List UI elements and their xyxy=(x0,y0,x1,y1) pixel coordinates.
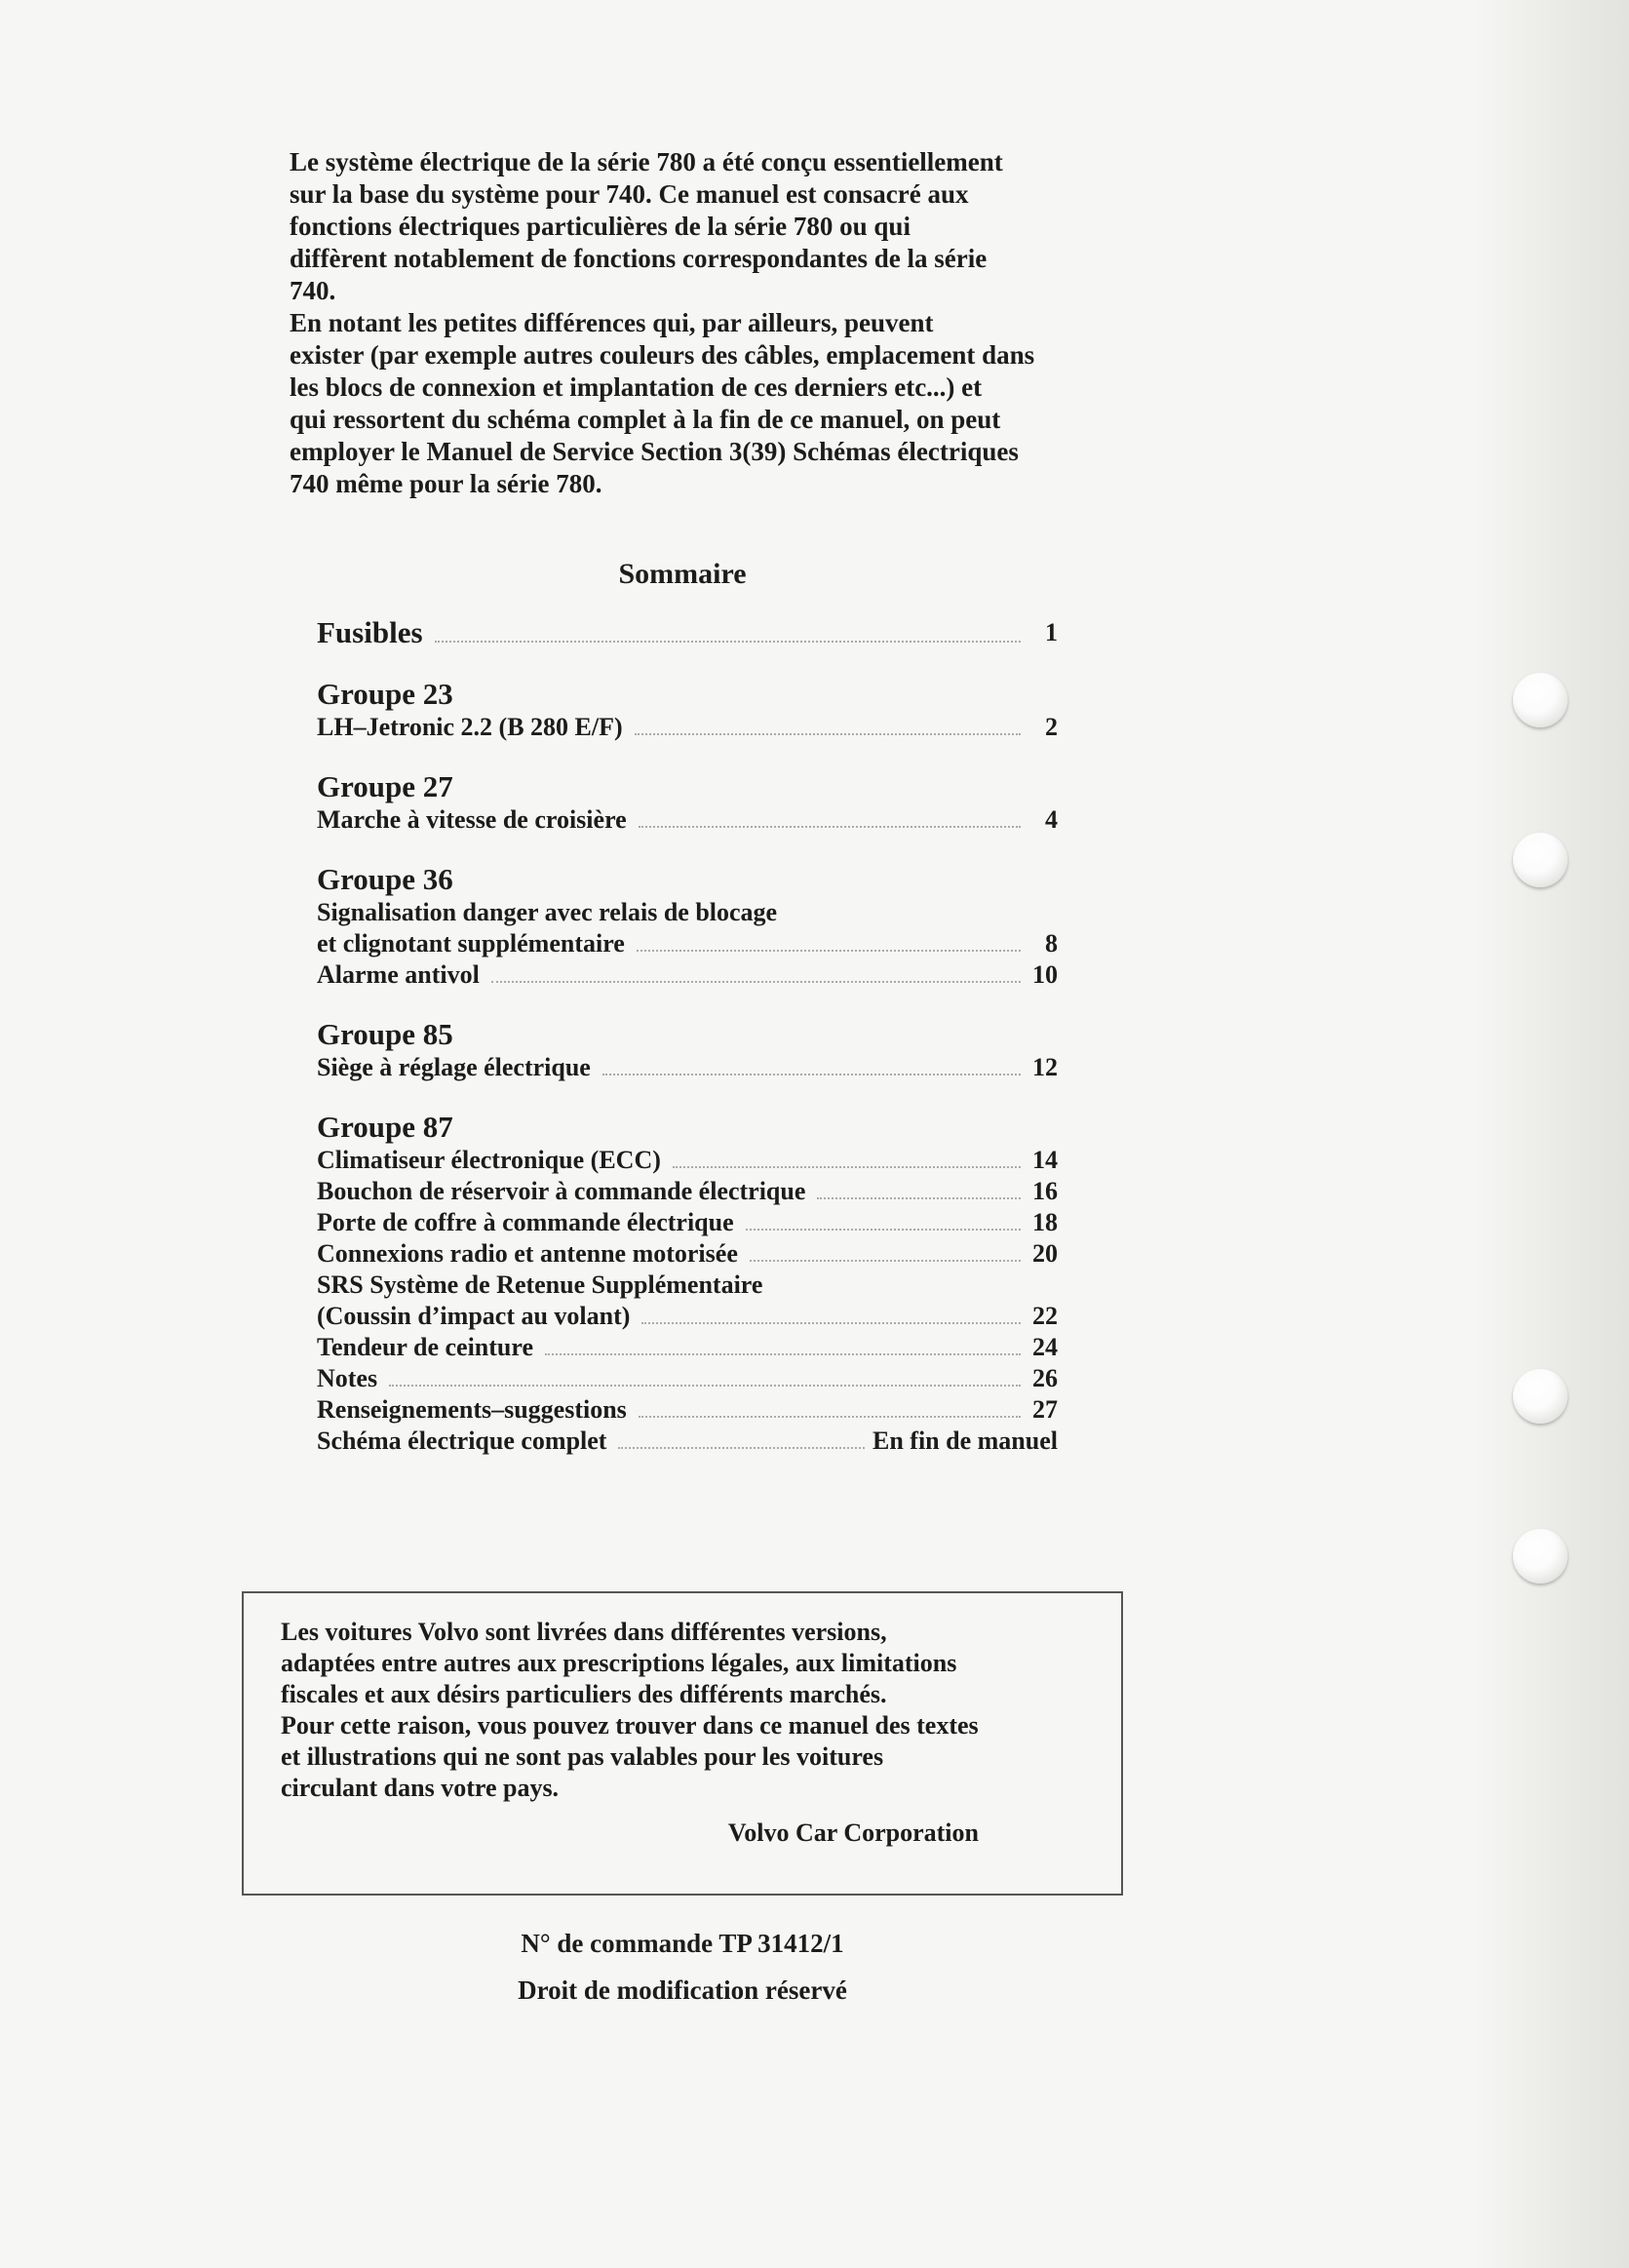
toc-entry-label: (Coussin d’impact au volant) xyxy=(317,1302,631,1330)
notice-line: circulant dans votre pays. xyxy=(281,1774,560,1802)
toc-entry xyxy=(317,1332,1058,1363)
modification-rights: Droit de modification réservé xyxy=(518,1975,847,2005)
toc-entry xyxy=(317,1052,1058,1083)
toc-entry-page: 26 xyxy=(1032,1364,1058,1392)
toc-entry-page: 1 xyxy=(1045,618,1058,646)
toc-group xyxy=(317,676,1058,743)
page-edge-shade xyxy=(1473,0,1629,2268)
toc-group xyxy=(317,768,1058,836)
dot-leader xyxy=(389,1385,1021,1387)
dot-leader xyxy=(435,641,1021,643)
toc-entry-page: 18 xyxy=(1032,1208,1058,1236)
toc-entry-page: 10 xyxy=(1032,960,1058,989)
dot-leader xyxy=(639,826,1021,828)
toc-entry-label: Alarme antivol xyxy=(317,960,480,989)
notice-signature: Volvo Car Corporation xyxy=(727,1818,979,1847)
toc-group xyxy=(317,861,1058,991)
dot-leader xyxy=(637,950,1021,952)
toc-entry-page: 16 xyxy=(1032,1177,1058,1205)
notice-line: et illustrations qui ne sont pas valables pour les voitures xyxy=(281,1742,884,1771)
dot-leader xyxy=(673,1166,1021,1168)
punch-hole xyxy=(1513,1369,1568,1424)
toc-entry xyxy=(317,1238,1058,1270)
intro-line: fonctions électriques particulières de la série 780 ou qui xyxy=(290,212,911,241)
toc-entry-page: 4 xyxy=(1045,805,1058,834)
toc-entry-label: Fusibles xyxy=(317,615,423,649)
toc-entry xyxy=(317,1301,1058,1332)
toc-entry xyxy=(317,1363,1058,1394)
dot-leader xyxy=(746,1229,1021,1231)
toc-group-heading: Groupe 36 xyxy=(317,862,453,896)
table-of-contents xyxy=(317,614,1058,1482)
dot-leader xyxy=(750,1260,1021,1262)
toc-entry xyxy=(317,1426,1058,1457)
toc-entry-label: Notes xyxy=(317,1364,378,1392)
dot-leader xyxy=(641,1322,1021,1324)
toc-group-heading: Groupe 85 xyxy=(317,1017,453,1051)
dot-leader xyxy=(639,1416,1021,1418)
toc-entry-label: Porte de coffre à commande électrique xyxy=(317,1208,734,1236)
toc-entry-page: 8 xyxy=(1045,929,1058,958)
dot-leader xyxy=(817,1197,1021,1199)
dot-leader xyxy=(491,981,1021,983)
toc-entry-label: SRS Système de Retenue Supplémentaire xyxy=(317,1271,763,1299)
punch-hole xyxy=(1513,833,1568,887)
dot-leader xyxy=(602,1074,1021,1075)
toc-entry xyxy=(317,804,1058,836)
dot-leader xyxy=(635,733,1021,735)
toc-entry xyxy=(317,1145,1058,1176)
intro-line: sur la base du système pour 740. Ce manuel est consacré aux xyxy=(290,179,969,209)
intro-line: exister (par exemple autres couleurs des câbles, emplacement dans xyxy=(290,340,1035,370)
intro-line: En notant les petites différences qui, par ailleurs, peuvent xyxy=(290,308,934,337)
toc-entry-label: LH–Jetronic 2.2 (B 280 E/F) xyxy=(317,713,623,741)
toc-group xyxy=(317,1016,1058,1083)
toc-entry-page: 20 xyxy=(1032,1239,1058,1268)
toc-entry xyxy=(317,928,1058,959)
intro-line: 740 même pour la série 780. xyxy=(290,469,602,498)
toc-entry xyxy=(317,959,1058,991)
notice-line: fiscales et aux désirs particuliers des différents marchés. xyxy=(281,1680,887,1708)
toc-entry xyxy=(317,712,1058,743)
toc-entry-page: 27 xyxy=(1032,1395,1058,1424)
intro-line: Le système électrique de la série 780 a été conçu essentiellement xyxy=(290,147,1003,176)
toc-entry-page: 12 xyxy=(1032,1053,1058,1081)
toc-entry-page: En fin de manuel xyxy=(873,1427,1058,1455)
order-number: N° de commande TP 31412/1 xyxy=(521,1929,844,1958)
intro-line: 740. xyxy=(290,276,336,305)
toc-entry xyxy=(317,897,1058,928)
toc-entry-label: Connexions radio et antenne motorisée xyxy=(317,1239,738,1268)
toc-entry-label: et clignotant supplémentaire xyxy=(317,929,625,958)
toc-entry xyxy=(317,1207,1058,1238)
toc-group xyxy=(317,614,1058,650)
toc-entry-page: 14 xyxy=(1032,1146,1058,1174)
toc-group-heading: Groupe 87 xyxy=(317,1110,453,1144)
intro-paragraph xyxy=(290,146,1157,500)
dot-leader xyxy=(545,1353,1021,1355)
intro-line: employer le Manuel de Service Section 3(39) Schémas électriques xyxy=(290,437,1019,466)
punch-hole xyxy=(1513,1529,1568,1584)
toc-entry-label: Climatiseur électronique (ECC) xyxy=(317,1146,661,1174)
toc-entry-page: 2 xyxy=(1045,713,1058,741)
toc-entry-label: Renseignements–suggestions xyxy=(317,1395,627,1424)
toc-entry-label: Marche à vitesse de croisière xyxy=(317,805,627,834)
toc-entry xyxy=(317,1176,1058,1207)
notice-line: adaptées entre autres aux prescriptions légales, aux limitations xyxy=(281,1649,957,1677)
punch-hole xyxy=(1513,673,1568,727)
notice-box xyxy=(242,1591,1123,1896)
toc-entry-label: Bouchon de réservoir à commande électrique xyxy=(317,1177,806,1205)
toc-entry-label: Tendeur de ceinture xyxy=(317,1333,533,1361)
notice-line: Pour cette raison, vous pouvez trouver dans ce manuel des textes xyxy=(281,1711,979,1740)
toc-group-heading: Groupe 23 xyxy=(317,677,453,711)
toc-entry-label: Siège à réglage électrique xyxy=(317,1053,591,1081)
toc-entry-page: 22 xyxy=(1032,1302,1058,1330)
toc-entry xyxy=(317,1394,1058,1426)
intro-line: les blocs de connexion et implantation de ces derniers etc...) et xyxy=(290,372,983,402)
notice-line: Les voitures Volvo sont livrées dans différentes versions, xyxy=(281,1618,887,1646)
intro-line: diffèrent notablement de fonctions correspondantes de la série xyxy=(290,244,988,273)
intro-line: qui ressortent du schéma complet à la fin de ce manuel, on peut xyxy=(290,405,1001,434)
dot-leader xyxy=(618,1447,865,1449)
toc-title: Sommaire xyxy=(618,558,747,590)
toc-entry-label: Signalisation danger avec relais de blocage xyxy=(317,898,778,926)
toc-group-heading: Groupe 27 xyxy=(317,769,453,803)
toc-entry xyxy=(317,1270,1058,1301)
toc-entry-page: 24 xyxy=(1032,1333,1058,1361)
toc-entry xyxy=(317,614,1058,650)
toc-group xyxy=(317,1109,1058,1457)
toc-entry-label: Schéma électrique complet xyxy=(317,1427,607,1455)
